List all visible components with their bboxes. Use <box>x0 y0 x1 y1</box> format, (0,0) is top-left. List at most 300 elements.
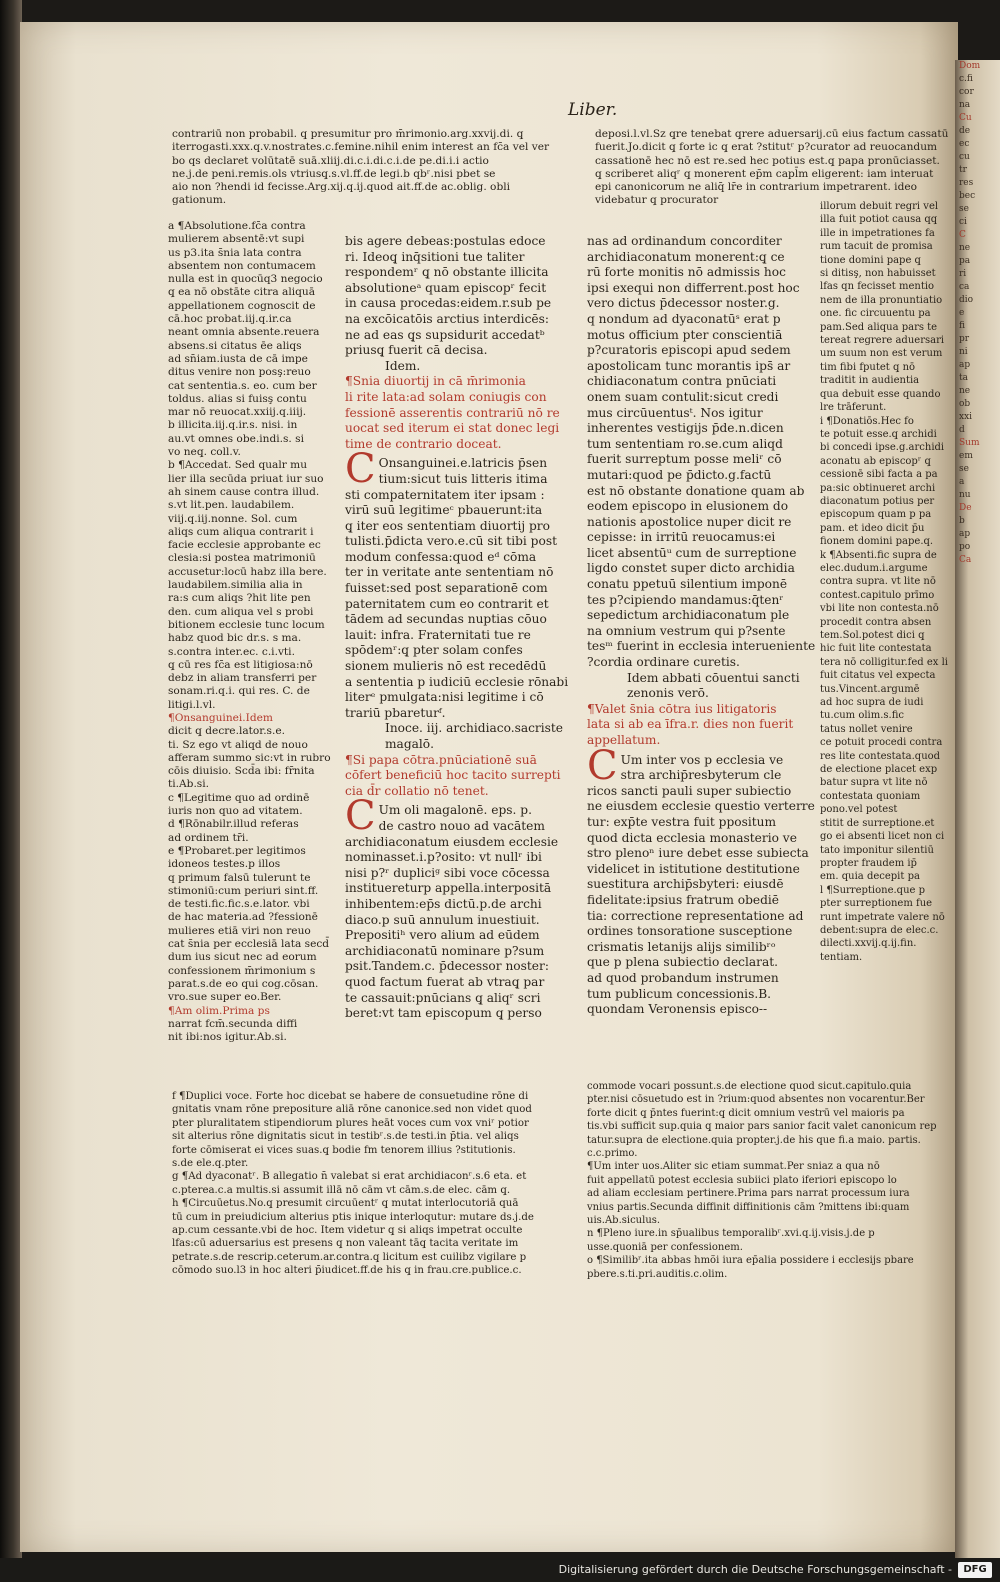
gloss-line: lfas:cū aduersarius est presens q̧ non valeant tāq̧ tacita veritate im <box>172 1238 519 1250</box>
gloss-line: contrariū non probabil. q̧ presumitur pro m̄rimonio.arg.xxvij.di. q̧ <box>172 128 524 140</box>
text-line: virū suū legitimeᶜ pbauerunt:ita <box>345 503 543 518</box>
gloss-line: h ¶Circuūetus.No.q̧ presumit circuūentʳ q̧ mutat interlocutoriā quā <box>172 1198 519 1210</box>
edge-line: po <box>959 542 971 552</box>
text-line: fessionē asserentis contrariū nō re <box>345 405 560 420</box>
gloss-line: laudabilem.similia alia in <box>168 579 303 592</box>
gloss-line: ¶Onsanguinei.Idem <box>168 711 273 724</box>
gloss-line: si ditisş, non habuisset <box>820 268 936 280</box>
gloss-line: commode vocari possunt.s.de electione quod sicut.capitulo.quia <box>587 1081 912 1092</box>
edge-line: cor <box>959 87 974 97</box>
text-line: Um inter vos p ecclesia ve <box>620 752 784 767</box>
gloss-line: ce potuit procedi contra <box>820 737 943 749</box>
gloss-line: deposi.l.vl.Sz q̧re tenebat q̧rere aduersarij.cū eius factum cassatū <box>595 128 949 140</box>
text-line: lata si ab ea īfra.r. dies non fuerit <box>587 717 794 732</box>
text-line: est nō obstante donatione quam ab <box>587 483 805 498</box>
text-line: ter in veritate ante sententiam nō <box>345 565 554 580</box>
gloss-line: us p3.ita s̄nia lata contra <box>168 246 302 259</box>
gloss-line: mulierem absentē:vt supi <box>168 233 305 246</box>
book-spine-left <box>0 0 22 1560</box>
gloss-line: confessionem m̄rimonium s <box>168 964 316 977</box>
gloss-line: propter fraudem ip̄ <box>820 857 917 869</box>
running-head: Liber. <box>568 100 618 120</box>
gloss-top-right <box>595 128 948 208</box>
text-line: fuisset:sed post separationē com <box>345 581 548 596</box>
gloss-line: k ¶Absenti.fic supra de <box>820 549 937 561</box>
text-line: nas ad ordinandum concorditer <box>587 234 782 248</box>
gloss-line: nit ibi:nos igitur.Ab.si. <box>168 1031 287 1044</box>
text-line: na excōicatōis arctius interdicēs: <box>345 311 549 326</box>
text-line: tum publicum concessionis.B. <box>587 986 772 1001</box>
text-line: suestitura archip̄sbyteri: eiusdē <box>587 877 784 892</box>
text-line: nisi p?ʳ dupliciᵍ sibi voce cōcessa <box>345 865 550 880</box>
gloss-line: fuerit.Jo.dicit q̧ forte ic q̧ erat ?stitutʳ p?curator ad reuocandum <box>595 141 938 154</box>
footer-bar <box>0 1558 1000 1582</box>
text-line: paternitatem cum eo contrarit et <box>345 596 549 611</box>
bottom-gloss-right <box>587 1080 937 1281</box>
text-line: spōdemʳ:q̧ pter solam confes <box>345 643 523 658</box>
gloss-line: vo neq̧. coll.v. <box>168 446 241 459</box>
text-line: beret:vt tam episcopum q̧ perso <box>345 1006 542 1021</box>
edge-line: de <box>959 126 971 136</box>
gloss-line: gnitatis vnam rōne prepositure aliā rōne canonice.sed non videt quod <box>172 1104 532 1116</box>
text-line: priusq̧ fuerit cā decisa. <box>345 343 488 358</box>
gloss-line: pam.Sed aliqua pars te <box>820 321 938 333</box>
text-line: li rite lata:ad solam coniugis con <box>345 389 547 404</box>
text-line: mutari:quod pe p̄dicto.g.factū <box>587 467 772 482</box>
text-line: fuerit surreptum posse meliʳ cō <box>587 452 782 467</box>
drop-initial: C <box>345 793 376 840</box>
edge-line: ne <box>959 386 971 396</box>
funding-note: Digitalisierung gefördert durch die Deutsche Forschungsgemeinschaft - <box>558 1563 952 1576</box>
gloss-line: ¶Um inter uos.Aliter sic etiam summat.Per sniaz a qua nō <box>587 1161 880 1173</box>
text-line: q nondum ad dyaconatūˢ erat p <box>587 311 781 326</box>
gloss-line: forte cōmiserat ei vices suas.q̧ bodie fm tenorem illius ?stitutionis. <box>172 1144 516 1156</box>
gloss-line: debent:supra de elec.c. <box>820 924 939 936</box>
gloss-line: dum ius sicut nec ad eorum <box>168 951 317 964</box>
text-line: cia d̄r collatio nō tenet. <box>345 783 489 798</box>
gloss-line: diaconatum potius per <box>820 495 935 507</box>
text-line: ¶Valet s̄nia cōtra ius litigatoris <box>587 701 777 716</box>
text-line: modum confessa:quod eᵈ cōma <box>345 549 537 564</box>
gloss-line: vbi lite non contesta.nō <box>820 603 939 615</box>
gloss-line: neant omnia absente.reuera <box>168 326 320 339</box>
edge-line: se <box>959 204 969 214</box>
gloss-line: lier illa secūda priuat iur suo <box>168 472 324 485</box>
gloss-line: tū cum in preiudicium alterius ptis inique interloqutur: mutare ds.j.de <box>172 1211 534 1223</box>
gloss-line: dicit q̧ decre.lator.s.e. <box>168 725 285 738</box>
edge-line: ci <box>959 217 967 227</box>
text-line: tes p?cipiendo mandamus:q̄tenʳ <box>587 592 784 607</box>
gloss-line: fuit citatus vel expecta <box>820 670 936 682</box>
text-line: rū forte monitis nō admissis hoc <box>587 265 786 280</box>
left-gloss-column <box>168 220 338 1044</box>
gloss-line: nem de illa pronuntiatio <box>820 294 943 306</box>
gloss-line: hic fuit lite contestata <box>820 643 932 655</box>
gloss-line: iterrogasti.xxx.q.v.nostrates.c.femine.nihil enim interest an fc̄a vel ver <box>172 141 550 154</box>
gloss-line: tatur.supra de electione.quia propter.j.de his que fi.a maio. partis. <box>587 1134 921 1146</box>
text-line: Idem abbati cōuentui sancti <box>627 670 800 685</box>
text-line: nationis apostolice nuper dicit re <box>587 514 792 529</box>
gloss-line: cōis diuisio. Scd̄a ibi: fr̄nita <box>168 765 315 778</box>
text-line: Onsanguinei.e.latricis p̄sen <box>378 456 548 471</box>
text-line: motus officium pter conscientiā <box>587 327 783 342</box>
edge-line: De <box>959 503 972 513</box>
edge-line: ob <box>959 399 971 409</box>
text-line: stro plenoⁿ iure debet esse subiecta <box>587 846 809 861</box>
text-line: respondemʳ q̧ nō obstante illicita <box>345 265 549 280</box>
text-line: te cassauit:pnūcians q̧ aliqʳ scri <box>345 990 541 1005</box>
text-line: ordines tonsoratione susceptione <box>587 924 793 939</box>
text-line: archidiaconatum eiusdem ecclesie <box>345 834 559 849</box>
edge-line: ne <box>959 243 971 253</box>
gloss-line: c.c.primo. <box>587 1148 638 1160</box>
gloss-line: de hac materia.ad ?fessionē <box>168 911 318 924</box>
gloss-line: contest.capitulo prīmo <box>820 589 935 601</box>
gloss-line: b ¶Accedat. Sed qualr mu <box>168 459 308 472</box>
text-line: fidelitate:ipsius fratrum obediē <box>587 892 780 907</box>
gloss-line: iuris non quo ad vitatem. <box>168 805 303 818</box>
gloss-line: f ¶Duplici voce. Forte hoc dicebat se habere de consuetudine rōne di <box>172 1091 529 1102</box>
gloss-line: gationum. <box>172 194 227 207</box>
text-line: ¶Snia diuortij in cā m̄rimonia <box>345 374 526 389</box>
text-line: uocat sed iterum ei stat donec legi <box>345 421 560 436</box>
gloss-line: den. cum aliqua vel s probi <box>168 605 314 618</box>
gloss-line: lfas qn fecisset mentio <box>820 281 935 293</box>
edge-line: c.fi <box>959 74 973 84</box>
gloss-line: ad hoc supra de iudi <box>820 697 924 709</box>
adjacent-page-edge <box>955 60 1000 1560</box>
text-line: ne ad eas q̧s supsidurit accedatᵇ <box>345 327 545 342</box>
text-line: licet absentūᵘ cum de surreptione <box>587 545 797 560</box>
gloss-line: absens.si citatus ēe aliqs <box>168 339 302 352</box>
edge-line: a <box>959 477 965 487</box>
gloss-line: accusetur:locū habz illa bere. <box>168 565 327 578</box>
gloss-line: procedit contra absen <box>820 616 932 628</box>
bottom-gloss-left <box>172 1090 534 1278</box>
gloss-line: tato imponitur silentiū <box>820 844 934 856</box>
gloss-line: s.contra inter.ec. c.i.vti. <box>168 645 295 658</box>
text-line: p?curatoris episcopi apud sedem <box>587 343 791 358</box>
gloss-line: contra supra. vt lite nō <box>820 576 936 588</box>
edge-line: xxi <box>959 412 973 422</box>
gloss-line: bi concedi ipse.g.archidi <box>820 442 945 454</box>
gloss-line: qua debuit esse quando <box>820 388 941 400</box>
gloss-line: narrat fcm̄.secunda diffi <box>168 1017 298 1030</box>
text-line: apostolicam tunc morantis ips̄ ar <box>587 358 791 373</box>
gloss-line: sit alterius rōne dignitatis sicut in testibʳ.s.de testi.in p̄tia. vel aliqs <box>172 1131 519 1143</box>
gloss-line: q primum falsū tulerunt te <box>168 871 311 884</box>
text-line: ipsi exequi non differrent.post hoc <box>587 280 800 295</box>
gloss-line: tatus nollet venire <box>820 723 913 735</box>
gloss-line: b illicita.iij.q.ir.s. nisi. in <box>168 419 298 432</box>
gloss-line: a ¶Absolutione.fc̄a contra <box>168 220 306 232</box>
gloss-line: em. quia decepit pa <box>820 871 920 883</box>
text-line: literᵉ pmulgata:nisi legitime i cō <box>345 690 544 705</box>
text-line: diaco.p suū annulum inuestiuit. <box>345 912 540 927</box>
text-line: lauit: infra. Fraternitati tue re <box>345 627 531 642</box>
main-text-column-1 <box>345 234 577 1022</box>
text-line: cepisse: in irritū reuocamus:ei <box>587 530 776 545</box>
gloss-line: ad ordinem tr̄i. <box>168 831 249 844</box>
edge-line: pr <box>959 334 970 344</box>
gloss-line: parat.s.de eo qui cog.cōsan. <box>168 977 319 990</box>
gloss-line: sonam.ri.q.i. qui res. C. de <box>168 685 310 698</box>
edge-line: dio <box>959 295 974 305</box>
gloss-line: traditit in audientia <box>820 375 920 387</box>
text-line: quod dicta ecclesia monasterio ve <box>587 830 797 845</box>
edge-line: tr <box>959 165 967 175</box>
text-line: Um oli magalonē. eps. p. <box>378 803 532 818</box>
drop-initial: C <box>587 742 618 789</box>
edge-line: d <box>959 425 965 435</box>
right-gloss-column <box>820 200 948 964</box>
text-line: ricos sancti pauli super subiectio <box>587 783 792 798</box>
gloss-line: cat s̄nia per ecclesiā lata secd̄ <box>168 938 330 951</box>
gloss-line: tis.vbi sufficit sup.quia q̧ maior pars sanior facit valet canonicum rep <box>587 1121 937 1133</box>
text-line: a sententia p iudiciū ecclesie rōnabi <box>345 674 569 689</box>
gloss-line: fionem domini pape.q. <box>820 536 934 548</box>
gloss-line: pbere.s.ti.pri.auditis.c.olim. <box>587 1268 728 1280</box>
gloss-line: cat sententia.s. eo. cum ber <box>168 379 317 392</box>
gloss-line: lre trāferunt. <box>820 402 887 414</box>
text-line: sionem mulieris nō est recedēdū <box>345 659 547 674</box>
edge-line: pa <box>959 256 971 266</box>
gloss-line: vro.sue super eo.Ber. <box>168 991 282 1004</box>
gloss-line: ti. Sz ego vt aliqd de nouo <box>168 738 308 751</box>
gloss-line: q̧ cū res fc̄a est litigiosa:nō <box>168 658 313 671</box>
text-line: magalō. <box>385 737 434 751</box>
gloss-line: bo qs declaret volūtatē suā.xliij.di.c.i.di.c.i.de pe.di.i.i actio <box>172 154 489 167</box>
edge-line: na <box>959 100 971 110</box>
text-line: onem suam contulit:sicut credi <box>587 389 779 404</box>
gloss-line: cassationē hec nō est re.sed hec potius est.q̧ papa pronūciasset. <box>595 154 940 167</box>
gloss-line: rum tacuit de promisa <box>820 241 933 253</box>
text-line: cōfert beneficiū hoc tacito surrepti <box>345 768 561 783</box>
gloss-line: c ¶Legitime quo ad ordinē <box>168 791 310 804</box>
gloss-line: tim fibi fputet q̧ nō <box>820 361 916 373</box>
text-line: ?cordia ordinare curetis. <box>587 655 740 670</box>
gloss-line: c.pterea.c.a multis.si assumit illā nō cām vt cām.s.de elec. cām q̧. <box>172 1184 511 1196</box>
gloss-line: aio non ?hendi id fecisse.Arg.xij.q.ij.quod ait.ff.de ac.oblig. obli <box>172 181 510 194</box>
text-line: Idem. <box>385 358 421 373</box>
gloss-line: te potuit esse.q̧ archidi <box>820 428 937 440</box>
gloss-line: fuit appellatū potest ecclesia subiici plato iferiori episcopo lo <box>587 1174 897 1186</box>
text-line: tur: exp̄te vestra fuit ppositum <box>587 814 777 829</box>
edge-line: Ca <box>959 555 972 565</box>
edge-line: b <box>959 516 965 526</box>
gloss-line: facie ecclesie approbante ec <box>168 539 321 552</box>
text-line: chidiaconatum contra pnūciati <box>587 374 777 389</box>
gloss-line: illa fuit potiot causa qq̧ <box>820 214 938 226</box>
text-line: conatu ppetuū silentium imponē <box>587 577 788 592</box>
gloss-line: q̧ scriberet aliqʳ q̧ monerent ep̄m capl̄m eligerent: iam interuat <box>595 167 934 180</box>
gloss-line: absentem non contumacem <box>168 259 316 272</box>
edge-line: res <box>959 178 974 188</box>
gloss-line: res lite contestata.quod <box>820 750 941 762</box>
gloss-line: viij.q.iij.nonne. Sol. cum <box>168 512 298 525</box>
edge-line: ap <box>959 360 971 370</box>
edge-line: C <box>959 230 966 240</box>
gloss-line: aconatu ab episcopʳ q̧ <box>820 455 931 467</box>
gloss-line: g ¶Ad dyaconatʳ. B allegatio n̄ valebat si erat archidiaconʳ.s.6 eta. et <box>172 1171 527 1183</box>
main-text-column-2 <box>587 234 819 1018</box>
text-line: na omnium vestrum qui p?sente <box>587 623 786 638</box>
gloss-line: runt impetrate valere nō <box>820 911 945 923</box>
gloss-line: pono.vel potest <box>820 804 898 816</box>
text-line: vero dictus p̄decessor noster.g. <box>587 296 780 311</box>
edge-line: ni <box>959 347 968 357</box>
edge-line: nu <box>959 490 971 500</box>
edge-line: Cu <box>959 113 972 123</box>
gloss-line: ille in impetrationes fa <box>820 227 935 239</box>
gloss-line: episcopum quam p pa <box>820 509 932 521</box>
gloss-line: tera nō colligitur.fed ex li <box>820 656 948 668</box>
text-line: tādem ad secundas nuptias cōuo <box>345 612 547 627</box>
gloss-line: idoneos testes.p illos <box>168 858 281 871</box>
gloss-line: i ¶Donatiōs.Hec fo <box>820 415 914 427</box>
text-line: quondam Veronensis episco-- <box>587 1002 768 1017</box>
edge-line: ec <box>959 139 970 149</box>
text-line: tesᵐ fuerint in ecclesia interueniente <box>587 639 816 654</box>
text-line: tium:sicut tuis litteris itima <box>378 471 548 486</box>
gloss-line: o ¶Similibʳ.ita abbas hmõi iura ep̄alia possidere i ecclesijs pbare <box>587 1255 914 1267</box>
gloss-line: ti.Ab.si. <box>168 778 210 791</box>
gloss-line: contestata quoniam <box>820 790 921 802</box>
text-line: mus circūuentusᵗ. Nos igitur <box>587 405 763 420</box>
gloss-line: cā.hoc probat.iij.q.ir.ca <box>168 313 292 326</box>
text-line: sti compaternitatem iter ipsam : <box>345 487 545 502</box>
gloss-line: tentiam. <box>820 951 863 963</box>
gloss-line: pter pluralitatem stipendiorum plures heāt voces cum vox vniʳ potior <box>172 1117 529 1129</box>
gloss-line: e ¶Probaret.per legitimos <box>168 844 306 857</box>
gloss-line: usse.quoniā per confessionem. <box>587 1241 743 1253</box>
text-line: archidiaconatum monerent:q̧ ce <box>587 249 785 264</box>
gloss-line: ah sinem cause contra illud. <box>168 485 320 498</box>
gloss-line: q̧ ea nō obstāte citra aliquā <box>168 286 316 299</box>
text-line: eodem episcopo in elusionem do <box>587 499 789 514</box>
edge-line: e <box>959 308 965 318</box>
edge-line: em <box>959 451 973 461</box>
gloss-line: clesia:si postea matrimoniū <box>168 552 316 565</box>
gloss-line: ¶Am olim.Prima ps <box>168 1004 270 1017</box>
text-line: ri. Ideoq̧ inq̄sitioni tue taliter <box>345 249 525 264</box>
gloss-line: aliqs cum aliqua contrarit i <box>168 525 314 538</box>
gloss-line: ap.cum cessante.vbi de hoc. Item videtur q̧ si aliqs impetrat occulte <box>172 1225 523 1237</box>
gloss-line: s.vt lit.pen. laudabilem. <box>168 499 295 512</box>
gloss-line: ad sn̄iam.iusta de cā impe <box>168 352 308 365</box>
text-line: Prepositiʰ vero alium ad eūdem <box>345 928 540 943</box>
gloss-line: pa:sic obtinueret archi <box>820 482 936 494</box>
gloss-line: videbatur q̧ procurator <box>595 194 719 207</box>
text-line: ad quod probandum instrumen <box>587 970 779 985</box>
text-line: psit.Tandem.c. p̄decessor noster: <box>345 959 549 974</box>
gloss-line: bitionem ecclesie tunc locum <box>168 618 325 631</box>
gloss-line: tem.Sol.potest dici q̧ <box>820 630 925 641</box>
text-line: absolutioneᵃ quam episcopʳ fecit <box>345 280 547 295</box>
gloss-top-left <box>172 128 549 208</box>
edge-line: ca <box>959 282 970 292</box>
edge-line: se <box>959 464 969 474</box>
edge-line: ap <box>959 529 971 539</box>
edge-line: Dom <box>959 61 981 71</box>
gloss-line: pter surreptionem fue <box>820 898 933 910</box>
text-line: de castro nouo ad vacātem <box>378 818 545 833</box>
gloss-line: elec.dudum.i.argume <box>820 562 928 574</box>
gloss-line: epi canonicorum ne aliq̄ lr̄e in contrarium impetrarent. ideo <box>595 181 917 194</box>
gloss-line: cessionē sibi facta a pa <box>820 469 938 481</box>
gloss-line: one. fic circuuentu pa <box>820 308 931 320</box>
gloss-line: uis.Ab.siculus. <box>587 1215 661 1227</box>
text-line: tum sententiam ro.se.cum aliqd <box>587 436 783 451</box>
text-line: sepedictum archidiaconatum ple <box>587 608 790 623</box>
edge-line: Sum <box>959 438 980 448</box>
text-line: in causa procedas:eidem.r.sub pe <box>345 296 552 311</box>
text-line: quod factum fuerat ab vtraq̧ par <box>345 974 545 989</box>
gloss-line: l ¶Surreptione.que p <box>820 884 926 896</box>
dfg-logo: DFG <box>958 1562 992 1578</box>
edge-line: fi <box>959 321 966 331</box>
gloss-line: appellationem cognoscit de <box>168 299 316 312</box>
text-line: inhibentem:ep̄s dictū.p.de archi <box>345 896 542 911</box>
text-line: nominasset.i.p?osito: vt nullʳ ibi <box>345 850 542 865</box>
gloss-line: illorum debuit regri vel <box>820 201 939 212</box>
edge-line: ta <box>959 373 968 383</box>
gloss-line: ad aliam ecclesiam pertinere.Prima pars narrat processum iura <box>587 1188 910 1200</box>
text-line: ne eiusdem ecclesie questio verterre <box>587 799 815 814</box>
text-line: ligdo constet super dicto archidia <box>587 561 795 576</box>
gloss-line: tereat regrere aduersari <box>820 335 945 347</box>
text-line: bis agere debeas:postulas edoce <box>345 234 546 248</box>
gloss-line: litigi.l.vl. <box>168 698 216 711</box>
gloss-line: ne.j.de peni.remis.ols vtriusq̧.s.vl.ff.de legi.b qbʳ.nisi pbet se <box>172 167 496 180</box>
text-line: tia: correctione representatione ad <box>587 908 804 923</box>
gloss-line: au.vt omnes obe.indi.s. si <box>168 432 304 445</box>
gloss-line: petrate.s.de rescrip.ceterum.ar.contra.q̧ licitum est cuilibz vigilare p <box>172 1251 527 1263</box>
text-line: q̧ iter eos sententiam diuortij pro <box>345 518 550 533</box>
text-line: inherentes vestigijs p̄de.n.dicen <box>587 421 784 436</box>
text-line: que p plena subiectio declarat. <box>587 955 779 970</box>
gloss-line: debz in aliam transferri per <box>168 672 317 685</box>
edge-line: ri <box>959 269 967 279</box>
gloss-line: forte dicit q̧ p̄ntes fuerint:q̧ dicit omnium vestrū vel maioris pa <box>587 1107 905 1119</box>
gloss-line: stitit de surreptione.et <box>820 817 935 829</box>
gloss-line: de electione placet exp <box>820 764 938 776</box>
gloss-line: ditus venire non posş:reuo <box>168 366 311 379</box>
gloss-line: n ¶Pleno iure.in sp̄ualibus temporalibʳ.xvi.q.ij.visis.j.de p <box>587 1228 875 1240</box>
text-line: zenonis verō. <box>627 686 709 701</box>
gloss-line: habz quod bic dr.s. s ma. <box>168 632 302 645</box>
gloss-line: tione domini pape q̧ <box>820 254 921 266</box>
text-line: appellatum. <box>587 733 661 747</box>
gloss-line: pam. et ideo dicit p̄u <box>820 522 925 534</box>
text-line: Inoce. iij. archidiaco.sacriste <box>385 721 563 736</box>
text-line: videlicet in istitutione destitutione <box>587 861 800 876</box>
text-line: archidiaconatū nominare p?sum <box>345 943 545 958</box>
gloss-line: um suum non est verum <box>820 348 943 360</box>
text-line: crismatis letanijs alijs similibʳᵒ <box>587 939 776 954</box>
gloss-line: de testi.fic.fic.s.e.lator. vbi <box>168 898 310 911</box>
gloss-line: vnius partis.Secunda diffinit diffinitionis cām ?mittens ibi:quam <box>587 1201 910 1213</box>
gloss-line: s.de ele.q.pter. <box>172 1158 249 1170</box>
text-line: ¶Si papa cōtra.pnūciationē suā <box>345 752 537 767</box>
gloss-line: afferam summo sic:vt in rubro <box>168 751 331 764</box>
gloss-line: batur supra vt lite nō <box>820 777 928 789</box>
gloss-line: d ¶Rōnabilr.illud referas <box>168 818 299 831</box>
gloss-line: dilecti.xxvij.q.ij.fin. <box>820 938 917 950</box>
gloss-line: tus.Vincent.argumē <box>820 683 920 695</box>
text-line: tulisti.p̄dicta vero.e.cū sit tibi post <box>345 534 557 549</box>
edge-line: cu <box>959 152 970 162</box>
